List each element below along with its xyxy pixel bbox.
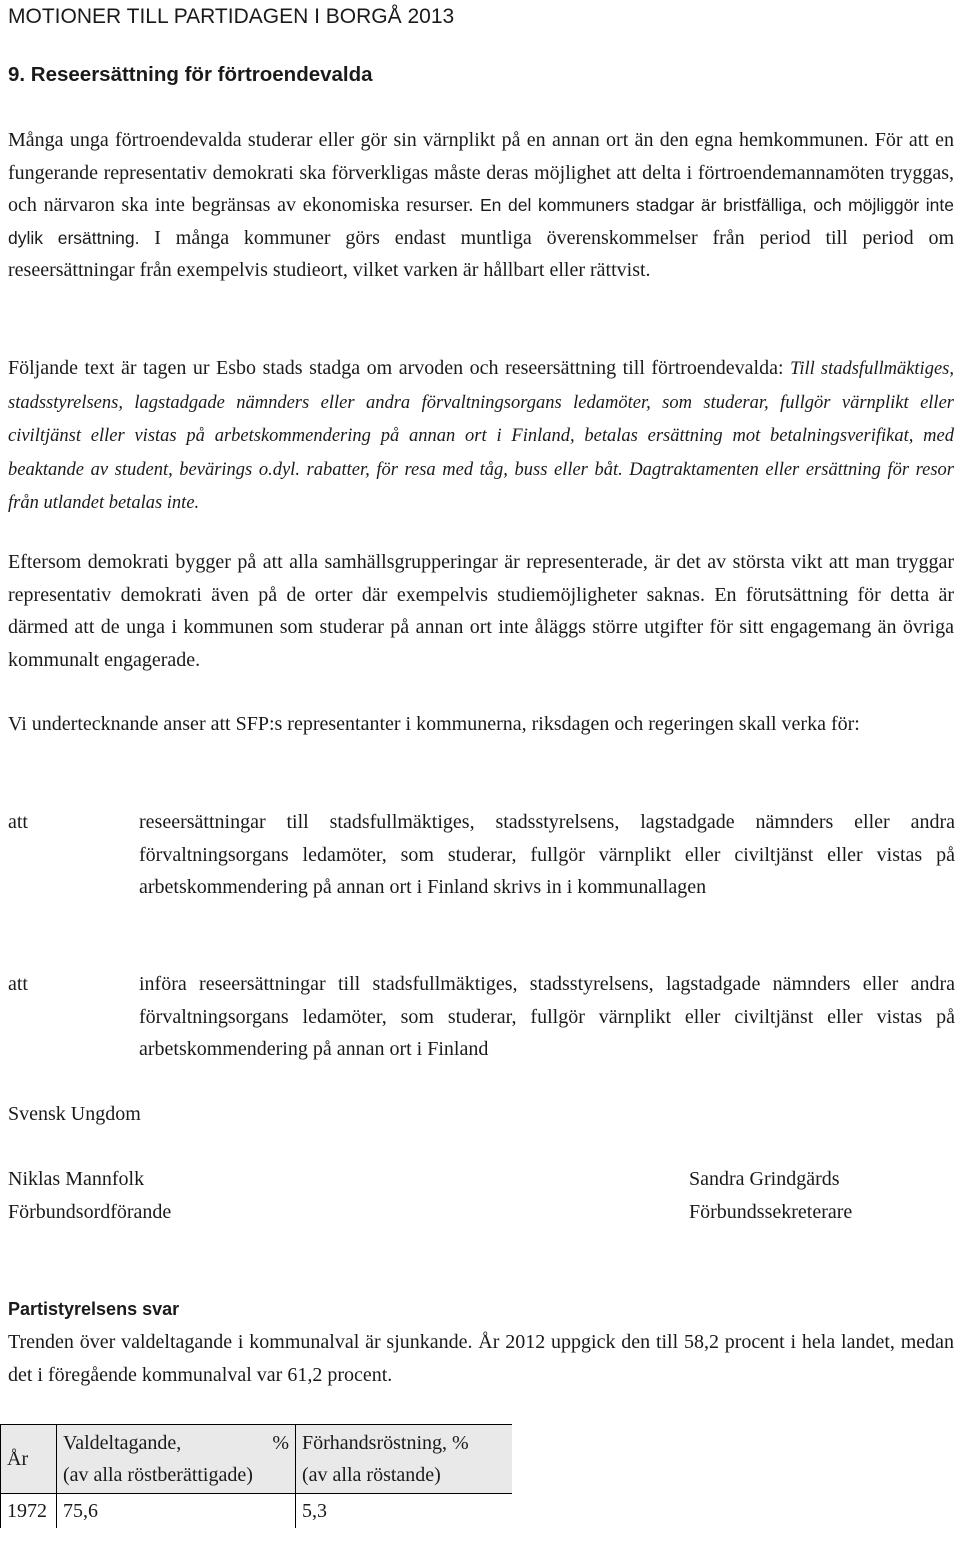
paragraph-background-part2: En del kommuners stadgar är bristfälliga, och möjliggör inte dylik ersättning. xyxy=(8,195,954,248)
table-cell-advance: 5,3 xyxy=(296,1494,513,1529)
table-header-advance xyxy=(296,1425,513,1494)
quote-intro: Följande text är tagen ur Esbo stads stadga om arvoden och reseersättning till förtroendevalda: xyxy=(8,357,784,379)
answer-text: Trenden över valdeltagande i kommunalval är sjunkande. År 2012 uppgick den till 58,2 procent i hela landet, medan det i föregående kommunalval var 61,2 procent. xyxy=(8,1331,954,1386)
signature-left-role: Förbundsordförande xyxy=(8,1201,172,1223)
table-cell-turnout: 75,6 xyxy=(57,1494,296,1529)
turnout-table xyxy=(0,1424,512,1528)
motion-title: 9. Reseersättning för förtroendevalda xyxy=(8,63,373,86)
table-cell-year: 1972 xyxy=(1,1494,57,1529)
table-header-advance-label: Förhandsröstning, % xyxy=(302,1432,469,1454)
table-header-turnout xyxy=(57,1425,296,1494)
signature-right-role: Förbundssekreterare xyxy=(689,1201,853,1223)
clause-text-1: reseersättningar till stadsfullmäktiges, stadsstyrelsens, lagstadgade nämnders eller andra förvaltningsorgans ledamöter, som studerar, fullgör värnplikt eller civiltjänst eller vistas på arbetskommendering på annan ort i Finland skrivs in i kommunallagen xyxy=(139,811,955,899)
table-header-turnout-note: (av alla röstberättigade) xyxy=(63,1464,253,1486)
table-header-turnout-unit: % xyxy=(272,1432,289,1454)
table-header-row xyxy=(1,1425,513,1494)
paragraph-proposal-intro: Vi undertecknande anser att SFP:s representanter i kommunerna, riksdagen och regeringen skall verka för: xyxy=(8,713,860,735)
paragraph-background-part1: Många unga förtroendevalda studerar eller gör sin värnplikt på en annan ort än den egna hemkommunen. För att en fungerande representativ demokrati ska förverkligas måste deras möjlighet att delta i förtroendemannamöten tryggas, och närvaron ska inte begränsas av ekonomiska resurser. xyxy=(8,129,954,217)
clause-text-2: införa reseersättningar till stadsfullmäktiges, stadsstyrelsens, lagstadgade nämnders eller andra förvaltningsorgans ledamöter, som studerar, fullgör värnplikt eller civiltjänst eller vistas på arbetskommendering på annan ort i Finland xyxy=(139,973,955,1061)
paragraph-background-part3: I många kommuner görs endast muntliga överenskommelser från period till period om reseersättningar från exempelvis studieort, vilket varken är hållbart eller rättvist. xyxy=(8,226,954,282)
answer-heading: Partistyrelsens svar xyxy=(8,1299,180,1319)
running-header: MOTIONER TILL PARTIDAGEN I BORGÅ 2013 xyxy=(8,5,455,28)
paragraph-quote xyxy=(8,352,954,520)
clause-label-1: att xyxy=(8,811,28,833)
clause-label-2: att xyxy=(8,973,28,995)
paragraph-argument: Eftersom demokrati bygger på att alla samhällsgrupperingar är representerade, är det av största vikt att man tryggar representativ demokrati även på de orter där exempelvis studiemöjligheter saknas. En förutsättning för detta är därmed att de unga i kommunen som studerar på annan ort inte åläggs större utgifter för sitt engagemang än övriga kommunalt engagerade. xyxy=(8,551,954,671)
paragraph-background xyxy=(8,124,954,287)
table-header-turnout-label: Valdeltagande, xyxy=(63,1432,182,1454)
signature-right-name: Sandra Grindgärds xyxy=(689,1168,840,1190)
signature-organization: Svensk Ungdom xyxy=(8,1103,141,1125)
signature-left-name: Niklas Mannfolk xyxy=(8,1168,145,1190)
table-row xyxy=(1,1494,513,1529)
table-header-advance-note: (av alla röstande) xyxy=(302,1464,441,1486)
quote-text: Till stadsfullmäktiges, stadsstyrelsens, lagstadgade nämnders eller andra förvaltningsorgans ledamöter, som studerar, fullgör värnplikt eller civiltjänst eller vistas på arbetskommendering på annan ort i Finland, betalas ersättning mot betalningsverifikat, med beaktande av student, bevärings o.dyl. rabatter, för resa med tåg, buss eller båt. Dagtraktamenten eller ersättning för resor från utlandet betalas inte. xyxy=(8,359,954,514)
table-header-year: År xyxy=(1,1425,57,1494)
